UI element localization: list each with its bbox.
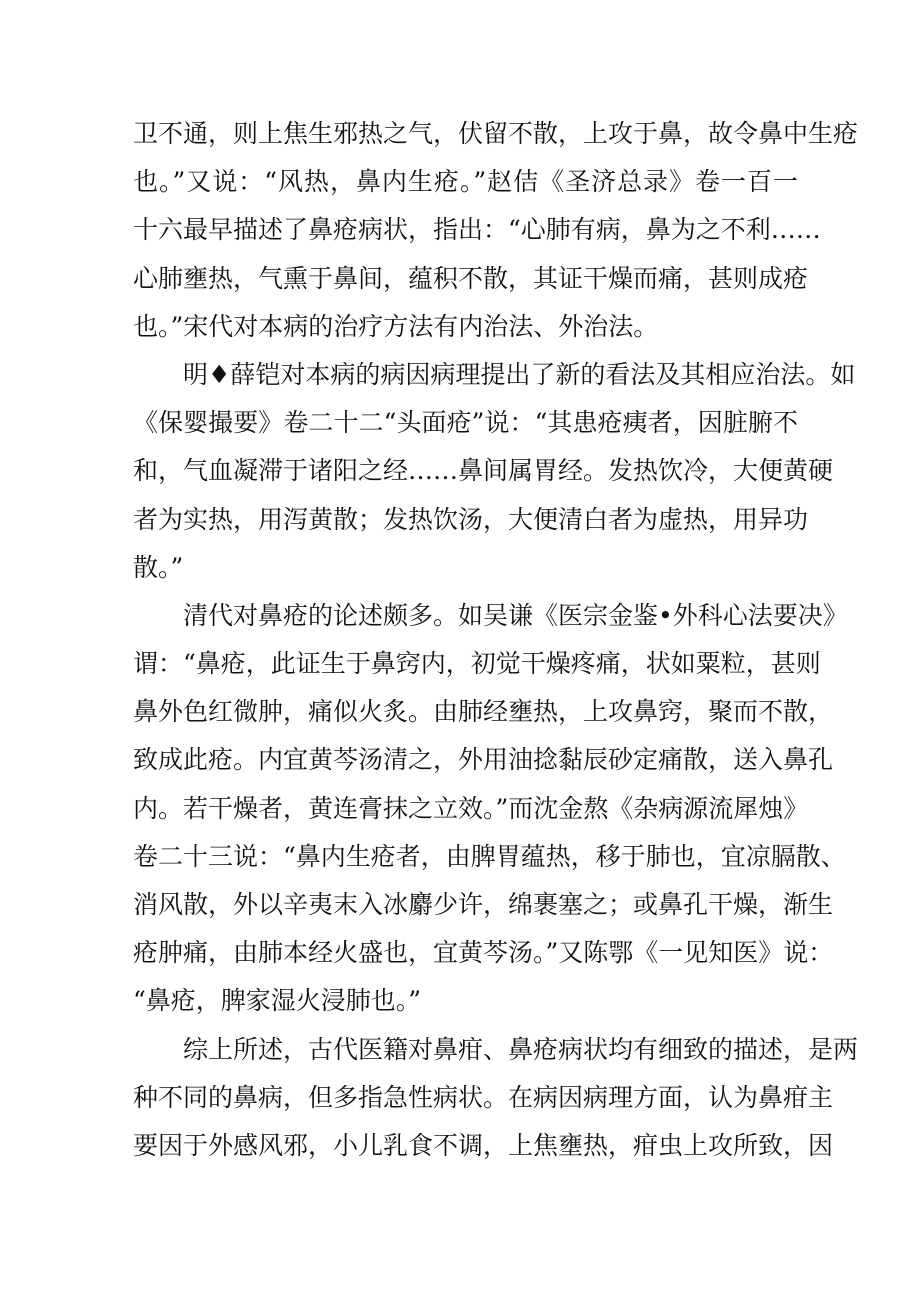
text-line: “鼻疮，脾家湿火浸肺也。”: [133, 986, 422, 1016]
text-line: 也。”宋代对本病的治疗方法有内治法、外治法。: [133, 311, 659, 341]
text-line: 散。”: [133, 552, 184, 582]
body-text: [133, 110, 859, 1170]
text-line: 种不同的鼻病，但多指急性病状。在病因病理方面，认为鼻疳主: [133, 1082, 834, 1112]
text-line: 消风散，外以辛夷末入冰麝少许，绵裹塞之；或鼻孔干燥，渐生: [133, 890, 834, 919]
text-line: 鼻外色红微肿，痛似火炙。由肺经壅热，上攻鼻窍，聚而不散，: [133, 697, 834, 727]
text-line: 卫不通，则上焦生邪热之气，伏留不散，上攻于鼻，故令鼻中生疮: [133, 119, 859, 148]
text-line: 心肺壅热，气熏于鼻间，蕴积不散，其证干燥而痛，甚则成疮: [133, 263, 809, 293]
paragraph-3: [133, 592, 848, 1026]
text-line: 致成此疮。内宜黄芩汤清之，外用油捻黏辰砂定痛散，送入鼻孔: [133, 745, 834, 775]
text-line: 十六最早描述了鼻疮病状，指出：“心肺有病，鼻为之不利……: [133, 215, 821, 245]
paragraph-1: [133, 110, 859, 351]
text-line: 综上所述，古代医籍对鼻疳、鼻疮病状均有细致的描述，是两: [183, 1034, 859, 1064]
text-line: 者为实热，用泻黄散；发热饮汤，大便清白者为虚热，用异功: [133, 504, 809, 534]
text-line: 《保婴撮要》卷二十二“头面疮”说：“其患疮痍者，因脏腑不: [133, 408, 798, 438]
text-line: 要因于外感风邪，小儿乳食不调，上焦壅热，疳虫上攻所致，因: [133, 1130, 834, 1160]
paragraph-2: [133, 351, 856, 592]
text-line: 内。若干燥者，黄连膏抹之立效。”而沈金熬《杂病源流犀烛》: [133, 793, 809, 823]
text-line: 也。”又说：“风热，鼻内生疮。”赵佶《圣济总录》卷一百一: [133, 167, 798, 197]
text-line: 明♦薛铠对本病的病因病理提出了新的看法及其相应治法。如: [183, 359, 856, 389]
text-line: 疮肿痛，由肺本经火盛也，宜黄芩汤。”又陈鄂《一见知医》说：: [133, 938, 834, 968]
text-line: 谓：“鼻疮，此证生于鼻窍内，初觉干燥疼痛，状如粟粒，甚则: [133, 649, 821, 679]
text-line: 和，气血凝滞于诸阳之经……鼻间属胃经。发热饮冷，大便黄硬: [133, 456, 834, 486]
text-line: 清代对鼻疮的论述颇多。如吴谦《医宗金鉴•外科心法要决》: [183, 600, 848, 630]
paragraph-4: [133, 1026, 859, 1171]
text-line: 卷二十三说：“鼻内生疮者，由脾胃蕴热，移于肺也，宜凉膈散、: [133, 841, 846, 871]
